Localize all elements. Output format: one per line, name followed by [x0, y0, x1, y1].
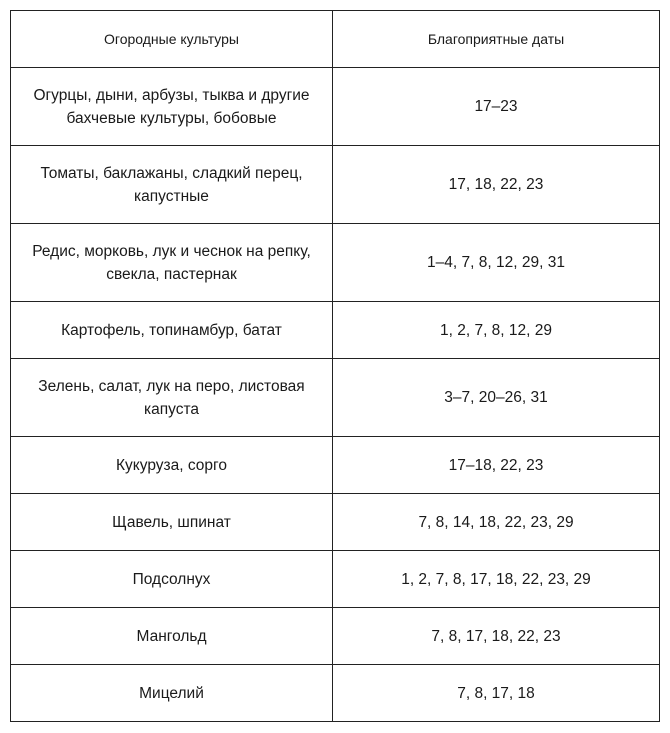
crop-cell: Щавель, шпинат: [11, 494, 333, 551]
crop-cell: Огурцы, дыни, арбузы, тыква и другие бахчевые культуры, бобовые: [11, 68, 333, 146]
dates-cell: 7, 8, 17, 18, 22, 23: [333, 608, 660, 665]
table-row: [11, 551, 660, 608]
planting-dates-table: [10, 10, 660, 722]
crop-cell: Картофель, топинамбур, батат: [11, 302, 333, 359]
table-row: [11, 665, 660, 722]
table-row: [11, 608, 660, 665]
dates-cell: 17–18, 22, 23: [333, 437, 660, 494]
header-dates: Благоприятные даты: [333, 11, 660, 68]
dates-cell: 7, 8, 14, 18, 22, 23, 29: [333, 494, 660, 551]
crop-cell: Подсолнух: [11, 551, 333, 608]
table-row: [11, 302, 660, 359]
table-row: [11, 146, 660, 224]
crop-cell: Зелень, салат, лук на перо, листовая капуста: [11, 359, 333, 437]
table-row: [11, 359, 660, 437]
dates-cell: 17, 18, 22, 23: [333, 146, 660, 224]
table-header-row: [11, 11, 660, 68]
dates-cell: 17–23: [333, 68, 660, 146]
dates-cell: 1–4, 7, 8, 12, 29, 31: [333, 224, 660, 302]
crop-cell: Кукуруза, сорго: [11, 437, 333, 494]
table-row: [11, 437, 660, 494]
table-row: [11, 224, 660, 302]
table-row: [11, 68, 660, 146]
dates-cell: 7, 8, 17, 18: [333, 665, 660, 722]
crop-cell: Томаты, баклажаны, сладкий перец, капустные: [11, 146, 333, 224]
crop-cell: Мицелий: [11, 665, 333, 722]
crop-cell: Мангольд: [11, 608, 333, 665]
dates-cell: 1, 2, 7, 8, 17, 18, 22, 23, 29: [333, 551, 660, 608]
crop-cell: Редис, морковь, лук и чеснок на репку, свекла, пастернак: [11, 224, 333, 302]
header-crops: Огородные культуры: [11, 11, 333, 68]
table-row: [11, 494, 660, 551]
dates-cell: 3–7, 20–26, 31: [333, 359, 660, 437]
dates-cell: 1, 2, 7, 8, 12, 29: [333, 302, 660, 359]
